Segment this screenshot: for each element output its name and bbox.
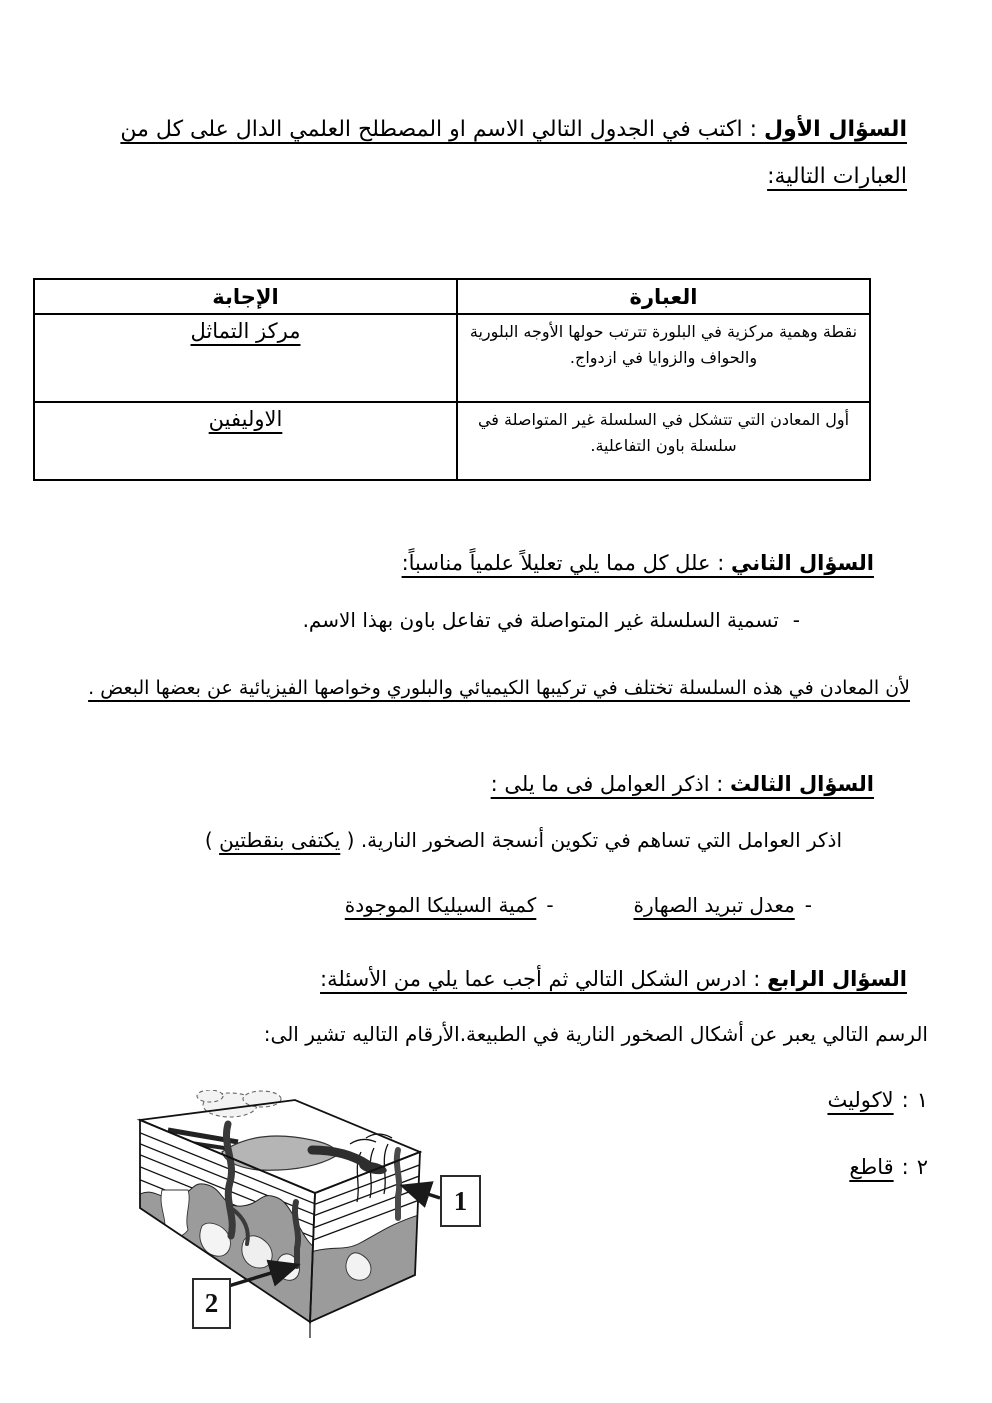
q2-answer-paragraph xyxy=(72,670,910,707)
q3-factors-row xyxy=(345,893,812,917)
table-header-row xyxy=(34,279,870,314)
q3-prompt-prefix: اذكر العوامل التي تساهم في تكوين أنسجة الصخور النارية. ( xyxy=(340,828,842,852)
figure-label-2: 2 xyxy=(204,1288,219,1318)
factor-label: كمية السيليكا الموجودة xyxy=(344,893,537,917)
question-3-text: : اذكر العوامل فى ما يلى : xyxy=(490,772,730,796)
column-header-statement: العبارة xyxy=(457,279,870,314)
table-row xyxy=(34,402,870,480)
bullet-dash: - xyxy=(792,608,800,632)
q3-prompt-suffix: ) xyxy=(204,828,220,852)
q4-description: الرسم التالي يعبر عن أشكال الصخور النارية في الطبيعة.الأرقام التاليه تشير الى: xyxy=(263,1022,928,1046)
question-3-heading xyxy=(491,763,874,805)
item-label: لاكوليث xyxy=(827,1088,894,1112)
factor-item xyxy=(634,893,812,917)
q1-answer-table xyxy=(33,278,871,481)
figure-item-1 xyxy=(827,1088,928,1112)
question-2-heading xyxy=(402,542,874,584)
question-1-heading xyxy=(80,106,907,201)
answer-cell: مركز التماثل xyxy=(34,314,457,402)
item-number: ١ xyxy=(916,1088,928,1112)
igneous-rock-forms-figure xyxy=(110,1090,530,1345)
question-2-label: السؤال الثاني xyxy=(730,551,874,575)
question-4-label: السؤال الرابع xyxy=(767,967,907,991)
item-separator: : xyxy=(901,1155,909,1179)
q3-prompt xyxy=(205,828,842,852)
bullet-dash: - xyxy=(546,893,554,917)
q2-answer-text: لأن المعادن في هذه السلسلة تختلف في تركيبها الكيميائي والبلوري وخواصها الفيزيائية عن بعضها البعض . xyxy=(88,677,910,699)
question-1-text: : اكتب في الجدول التالي الاسم او المصطلح العلمي الدال على كل من العبارات التالية: xyxy=(120,117,907,190)
question-4-heading xyxy=(320,958,907,1000)
statement-cell: أول المعادن التي تتشكل في السلسلة غير المتواصلة في سلسلة باون التفاعلية. xyxy=(457,402,870,480)
q3-prompt-note: يكتفى بنقطتين xyxy=(219,828,341,852)
figure-item-2 xyxy=(849,1155,928,1179)
statement-cell: نقطة وهمية مركزية في البلورة تترتب حولها الأوجه البلورية والحواف والزوايا في ازدواج. xyxy=(457,314,870,402)
column-header-answer: الإجابة xyxy=(34,279,457,314)
q2-bullet-item xyxy=(303,608,800,632)
bullet-dash: - xyxy=(804,893,812,917)
item-separator: : xyxy=(901,1088,909,1112)
item-number: ٢ xyxy=(916,1155,928,1179)
table-row xyxy=(34,314,870,402)
question-1-label: السؤال الأول xyxy=(764,117,907,142)
factor-item xyxy=(345,893,554,917)
dike-2 xyxy=(295,1202,298,1266)
question-3-label: السؤال الثالث xyxy=(729,772,874,796)
item-label: قاطع xyxy=(849,1155,894,1179)
factor-label: معدل تبريد الصهارة xyxy=(633,893,795,917)
question-4-text: : ادرس الشكل التالي ثم أجب عما يلي من الأسئلة: xyxy=(320,967,768,991)
figure-label-1: 1 xyxy=(453,1185,468,1216)
answer-cell: الاوليفين xyxy=(34,402,457,480)
q2-bullet-text: تسمية السلسلة غير المتواصلة في تفاعل باون بهذا الاسم. xyxy=(302,608,779,632)
figure-label-2-box xyxy=(192,1278,231,1329)
question-2-text: : علل كل مما يلي تعليلاً علمياً مناسباً: xyxy=(401,551,731,575)
figure-label-1-box xyxy=(440,1175,481,1227)
